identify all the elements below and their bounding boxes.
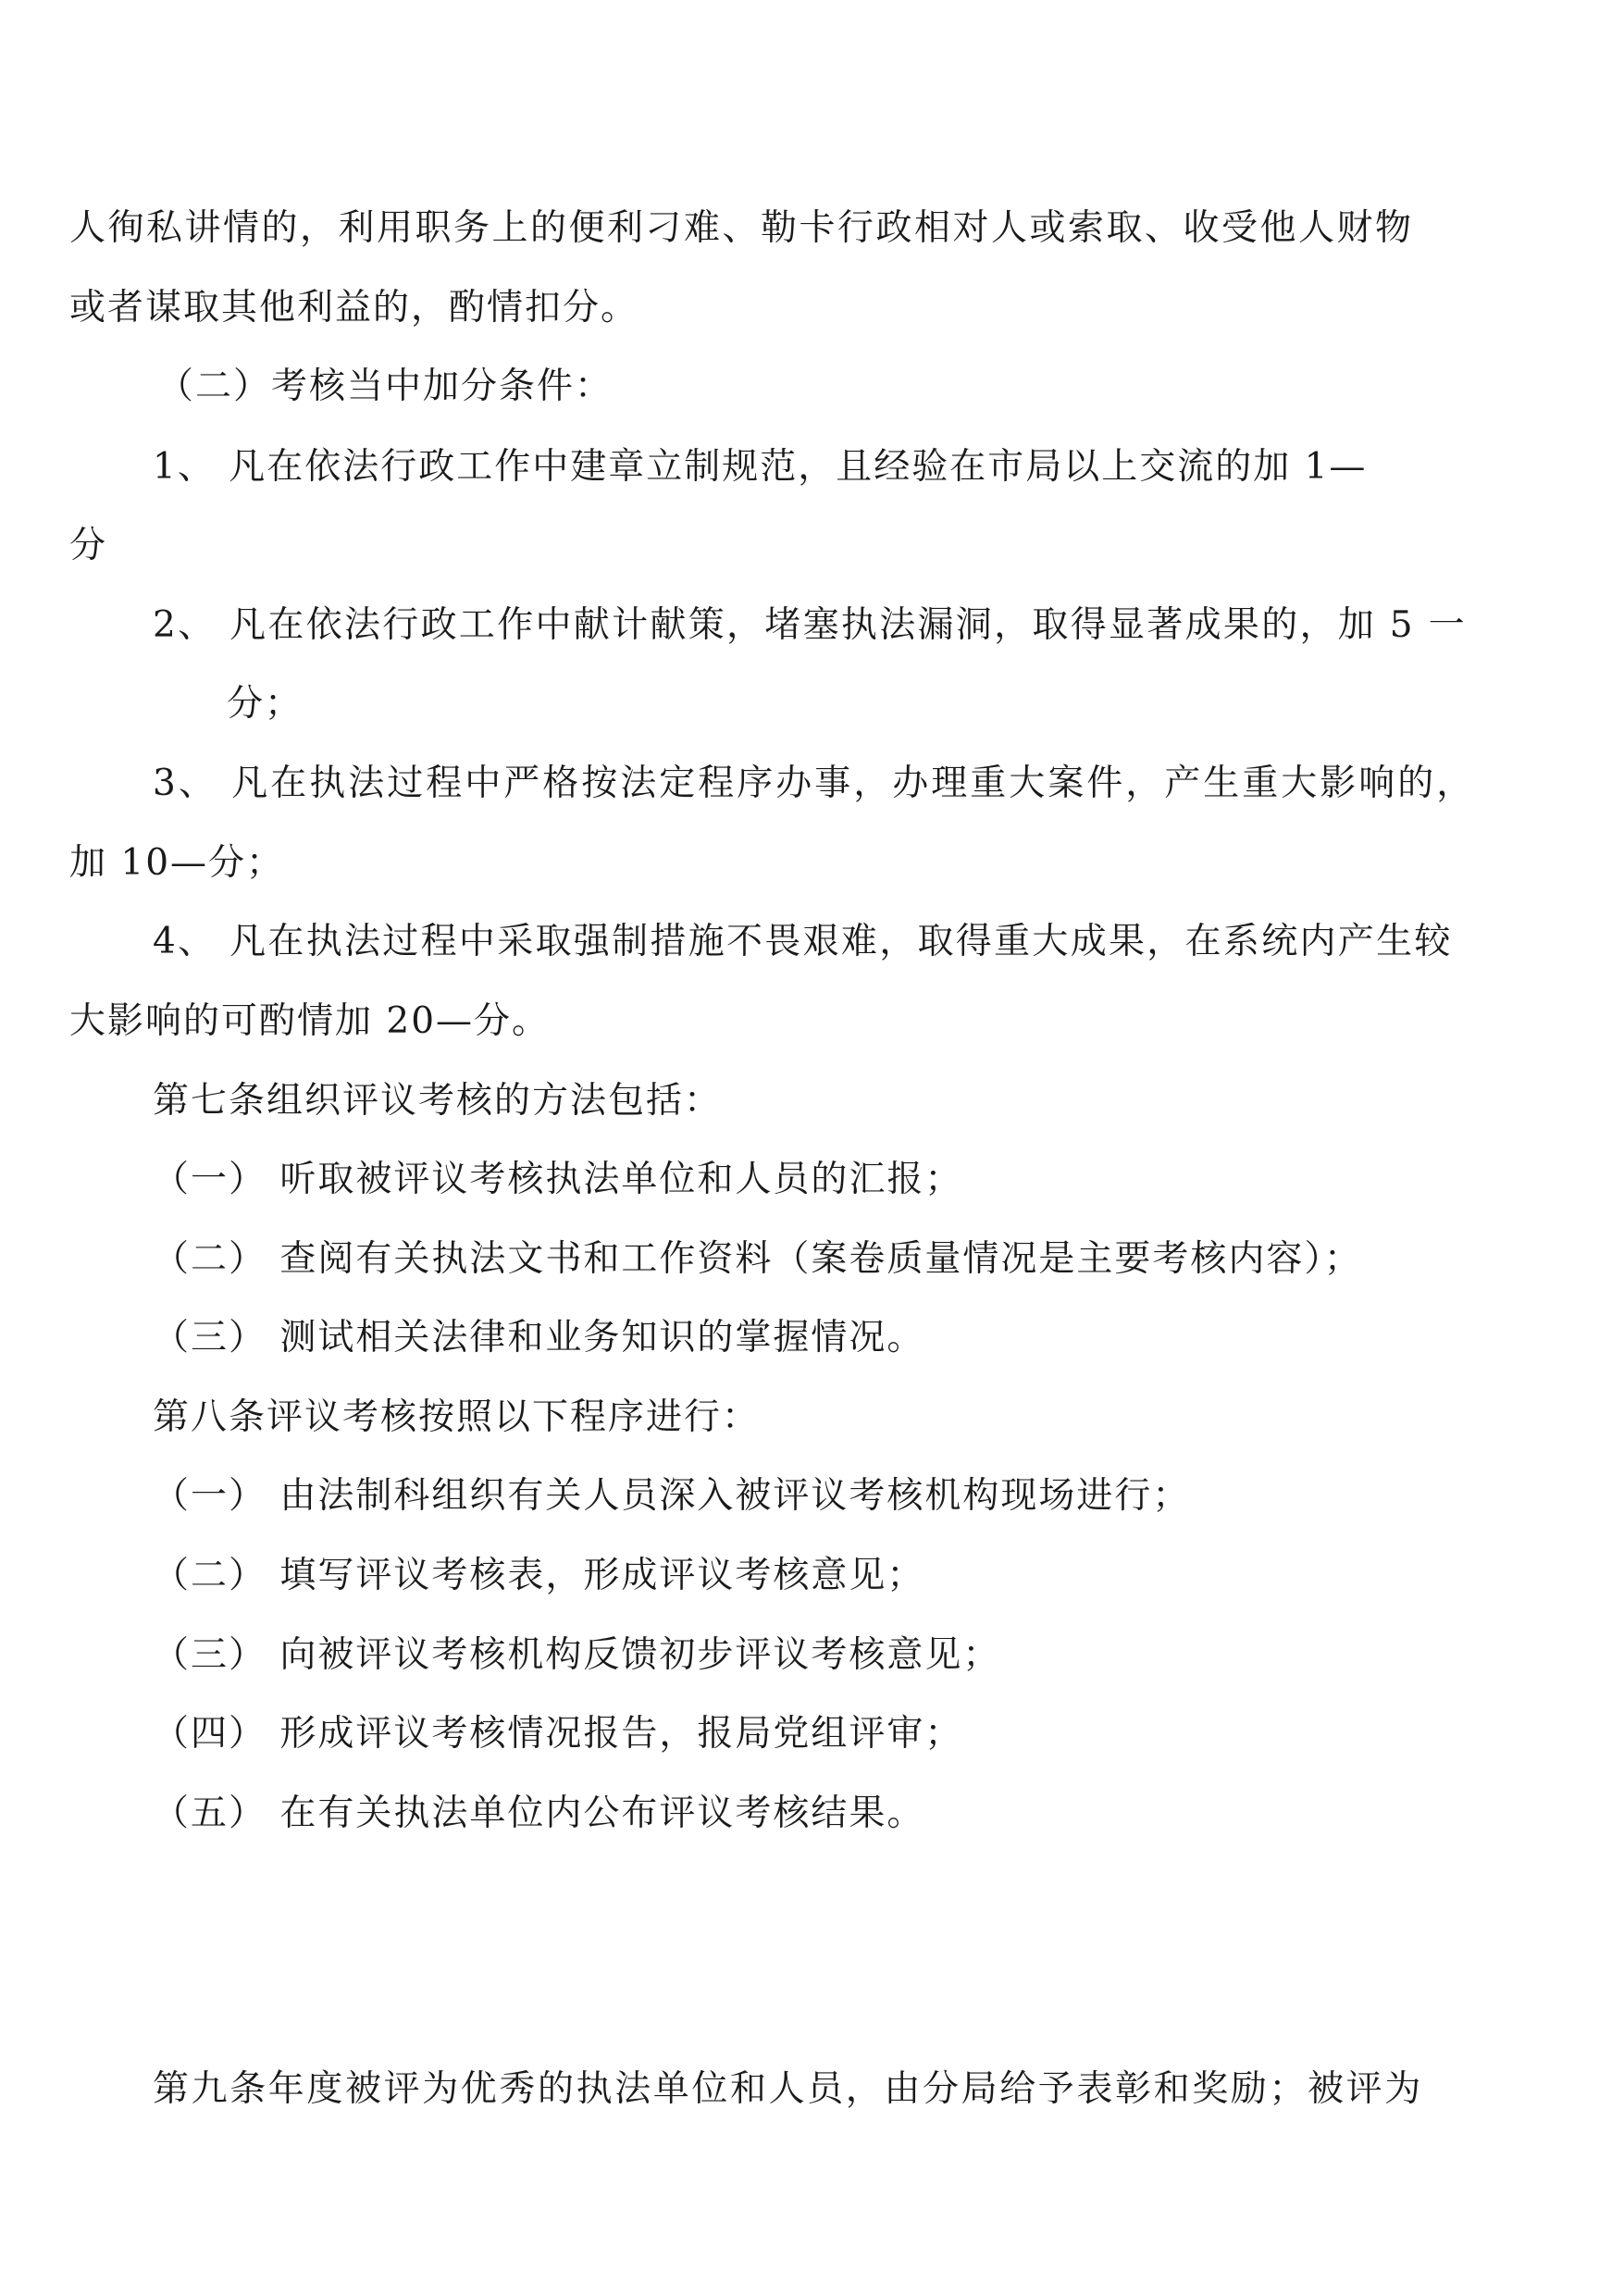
article-7-item-2: （二） 查阅有关执法文书和工作资料（案卷质量情况是主要考核内容）； [153, 1238, 1362, 1280]
article-9-line: 第九条年度被评为优秀的执法单位和人员，由分局给予表彰和奖励；被评为 [153, 2068, 1423, 2110]
list-item-2-continuation: 分； [227, 683, 304, 725]
article-7-item-1: （一） 听取被评议考核执法单位和人员的汇报； [153, 1159, 963, 1200]
article-8-heading: 第八条评议考核按照以下程序进行： [153, 1396, 761, 1438]
article-8-item-4: （四） 形成评议考核情况报告，报局党组评审； [153, 1713, 963, 1755]
article-7-heading: 第七条组织评议考核的方法包括： [153, 1080, 723, 1122]
list-item-1: 1、 凡在依法行政工作中建章立制规范，且经验在市局以上交流的加 1— [153, 446, 1368, 488]
list-item-2: 2、 凡在依法行政工作中献计献策，堵塞执法漏洞，取得显著成果的，加 5 一 [153, 604, 1467, 646]
list-item-4: 4、 凡在执法过程中采取强制措施不畏艰难，取得重大成果，在系统内产生较 [153, 921, 1453, 962]
paragraph-line-2: 或者谋取其他利益的，酌情扣分。 [69, 287, 639, 329]
section-heading-additions: （二）考核当中加分条件： [157, 366, 614, 407]
list-item-3-continuation: 加 10—分； [69, 842, 285, 884]
article-7-item-3: （三） 测试相关法律和业务知识的掌握情况。 [153, 1317, 925, 1358]
list-item-4-continuation: 大影响的可酌情加 20—分。 [69, 1000, 551, 1042]
list-item-3: 3、 凡在执法过程中严格按法定程序办事，办理重大案件，产生重大影响的， [153, 763, 1476, 804]
article-8-item-3: （三） 向被评议考核机构反馈初步评议考核意见； [153, 1634, 1001, 1676]
article-8-item-2: （二） 填写评议考核表，形成评议考核意见； [153, 1555, 925, 1596]
list-item-1-continuation: 分 [69, 525, 108, 566]
paragraph-line-1: 人徇私讲情的，利用职务上的便利刁难、勒卡行政相对人或索取、收受他人财物 [69, 207, 1414, 249]
article-8-item-1: （一） 由法制科组织有关人员深入被评议考核机构现场进行； [153, 1475, 1191, 1517]
article-8-item-5: （五） 在有关执法单位内公布评议考核结果。 [153, 1793, 925, 1834]
